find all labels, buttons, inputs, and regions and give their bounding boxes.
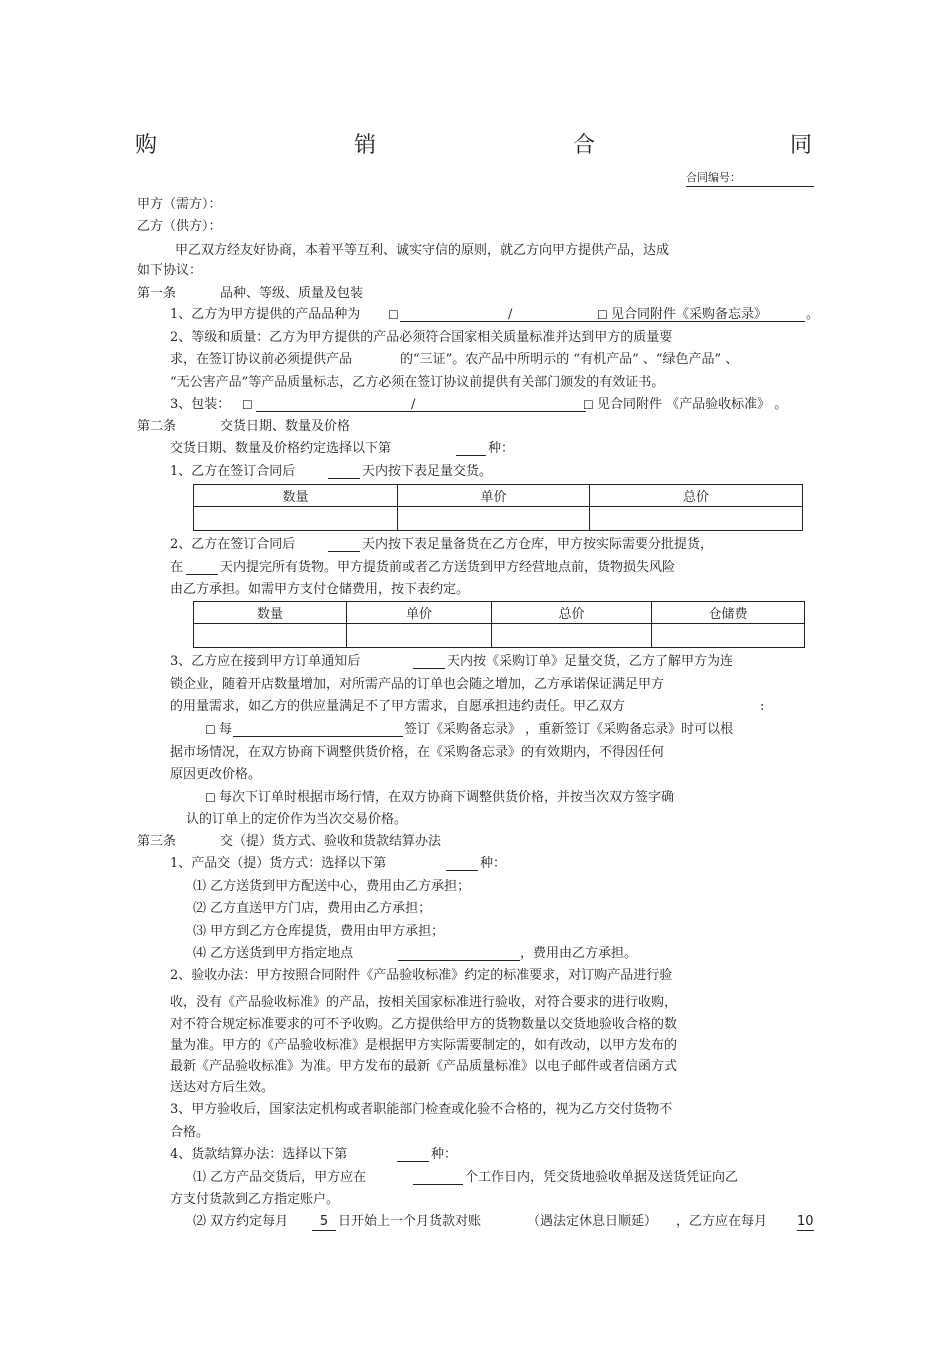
contract-number-line — [686, 186, 814, 187]
party-a-label: 甲方（需方）： — [137, 197, 222, 212]
checkbox-icon[interactable]: ☐ — [242, 398, 253, 412]
art2-opt3-line5: 据市场情况，在双方协商下调整供货价格，在《采购备忘录》的有效期内，不得因任何 — [170, 745, 665, 760]
table-header-row — [194, 485, 803, 507]
delivery-option: ⑴ 乙方送货到甲方配送中心，费用由乙方承担； — [193, 879, 471, 894]
table-header-cell: 总价 — [590, 485, 803, 507]
article-2-number: 第二条 — [137, 419, 177, 434]
table-header-cell: 单价 — [398, 485, 590, 507]
art3-check-line2: 合格。 — [170, 1125, 210, 1140]
workdays-blank[interactable] — [413, 1184, 463, 1185]
payment-option-1c: 方支付货款到乙方指定账户。 — [170, 1192, 340, 1207]
payment-option-2c: （遇法定休息日顺延） — [527, 1214, 658, 1229]
art1-item3-text: 3、包装： — [170, 397, 231, 412]
article-2-title: 交货日期、数量及价格 — [220, 419, 351, 434]
delivery-option-4b: ，费用由乙方承担。 — [520, 946, 638, 961]
colon: : — [760, 699, 765, 714]
art3-inspect-line6: 送达对方后生效。 — [170, 1080, 275, 1095]
days-blank[interactable] — [413, 668, 445, 669]
art2-opt1-text: 1、乙方在签订合同后 — [170, 464, 296, 479]
art2-choose-suffix: 种： — [488, 441, 515, 456]
table-header-cell: 数量 — [194, 485, 398, 507]
option-blank[interactable] — [456, 455, 486, 456]
art3-check-line1: 3、甲方验收后，国家法定机构或者职能部门检查或化验不合格的，视为乙方交付货物不 — [170, 1102, 673, 1117]
table-row — [194, 624, 805, 648]
table-header-cell: 总价 — [492, 602, 652, 624]
art2-opt2-line1a: 2、乙方在签订合同后 — [170, 537, 296, 552]
art3-inspect-line5: 最新《产品验收标准》为准。甲方发布的最新《产品质量标准》以电子邮件或者信函方式 — [170, 1059, 678, 1074]
intro-line-2: 如下协议： — [137, 263, 203, 278]
art3-delivery-choose: 1、产品交（提）货方式：选择以下第 — [170, 856, 387, 871]
art3-inspect-line4: 量为准。甲方的《产品验收标准》是根据甲方实际需要制定的，如有改动，以甲方发布的 — [170, 1038, 678, 1053]
slash: / — [411, 397, 416, 412]
article-3-title: 交（提）货方式、验收和货款结算办法 — [220, 834, 442, 849]
art1-item1-annex: 见合同附件《采购备忘录》 — [611, 307, 768, 322]
location-blank[interactable] — [398, 960, 520, 961]
art2-opt3-line2: 锁企业，随着开店数量增加，对所需产品的订单也会随之增加，乙方承诺保证满足甲方 — [170, 677, 665, 692]
table-cell[interactable] — [652, 624, 805, 648]
slash: / — [508, 307, 513, 322]
payment-option-1b: 个工作日内，凭交货地验收单据及送货凭证向乙 — [465, 1170, 739, 1185]
art3-inspect-line3: 对不符合规定标准要求的可不予收购。乙方提供给甲方的货物数量以交货地验收合格的数 — [170, 1017, 678, 1032]
art2-opt3-line8: 认的订单上的定价作为当次交易价格。 — [186, 812, 408, 827]
art2-opt2-line3: 由乙方承担。如需甲方支付仓储费用，按下表约定。 — [170, 582, 470, 597]
art2-opt3-line1b: 天内按《采购订单》足量交货，乙方了解甲方为连 — [447, 654, 734, 669]
table-header-row — [194, 602, 805, 624]
art2-opt3-line1a: 3、乙方应在接到甲方订单通知后 — [170, 654, 361, 669]
art1-item1-text: 1、乙方为甲方提供的产品品种为 — [170, 307, 361, 322]
art3-payment-suffix: 种： — [431, 1147, 458, 1162]
option-blank[interactable] — [397, 1161, 429, 1162]
table-cell[interactable] — [398, 507, 590, 531]
checkbox-icon[interactable]: ☐ — [205, 723, 216, 737]
checkbox-icon[interactable]: ☐ — [597, 308, 608, 322]
art1-item2-line2a: 求，在签订协议前必须提供产品 — [170, 352, 353, 367]
art1-item2-line3: “无公害产品”等产品质量标志，乙方必须在签订协议前提供有关部门颁发的有效证书。 — [170, 375, 665, 390]
payment-option-1a: ⑴ 乙方产品交货后，甲方应在 — [193, 1170, 367, 1185]
delivery-option-4a: ⑷ 乙方送货到甲方指定地点 — [193, 946, 354, 961]
art2-opt3-line3a: 的用量需求，如乙方的供应量满足不了甲方需求，自愿承担违约责任。甲乙双方 — [170, 699, 626, 714]
days-blank[interactable] — [186, 574, 218, 575]
art1-item2-line1: 2、等级和质量：乙方为甲方提供的产品必须符合国家相关质量标准并达到甲方的质量要 — [170, 330, 673, 345]
delivery-table-1 — [193, 484, 803, 531]
delivery-option: ⑵ 乙方直送甲方门店，费用由乙方承担； — [193, 901, 432, 916]
payment-option-2b: 日开始上一个月货款对账 — [338, 1214, 482, 1229]
party-b-label: 乙方（供方）： — [137, 219, 222, 234]
intro-line-1: 甲乙双方经友好协商，本着平等互利、诚实守信的原则，就乙方向甲方提供产品，达成 — [175, 243, 670, 258]
table-cell[interactable] — [194, 507, 398, 531]
art2-opt2-line2a: 在 — [170, 560, 184, 575]
title-char: 合 — [573, 133, 596, 158]
title-char: 购 — [135, 133, 158, 158]
title-char: 销 — [354, 133, 377, 158]
art3-inspect-line1: 2、验收办法：甲方按照合同附件《产品验收标准》约定的标准要求，对订购产品进行验 — [170, 968, 673, 983]
art2-opt2-line2b: 天内提完所有货物。甲方提货前或者乙方送货到甲方经营地点前，货物损失风险 — [220, 560, 676, 575]
table-cell[interactable] — [347, 624, 492, 648]
table-cell[interactable] — [492, 624, 652, 648]
contract-number-label: 合同编号： — [686, 171, 741, 184]
period-blank[interactable] — [233, 736, 403, 737]
checkbox-icon[interactable]: ☐ — [205, 791, 216, 805]
payment-day[interactable]: 10 — [797, 1214, 814, 1229]
period: 。 — [806, 307, 820, 322]
art1-item2-line2b: 的“三证”。农产品中所明示的 “有机产品” 、“绿色产品” 、 — [400, 352, 739, 367]
art3-payment-choose: 4、货款结算办法：选择以下第 — [170, 1147, 348, 1162]
art3-delivery-suffix: 种： — [480, 856, 507, 871]
reconcile-day[interactable]: 5 — [312, 1214, 336, 1231]
delivery-option: ⑶ 甲方到乙方仓库提货，费用由甲方承担； — [193, 924, 445, 939]
table-header-cell: 单价 — [347, 602, 492, 624]
table-cell[interactable] — [590, 507, 803, 531]
art2-opt1-suffix: 天内按下表足量交货。 — [362, 464, 493, 479]
packaging-line[interactable] — [256, 411, 586, 412]
article-1-number: 第一条 — [137, 286, 177, 301]
art1-item3-annex: 见合同附件 《产品验收标准》 。 — [597, 397, 788, 412]
article-1-title: 品种、等级、质量及包装 — [220, 286, 364, 301]
article-3-number: 第三条 — [137, 834, 177, 849]
table-row — [194, 507, 803, 531]
delivery-table-2 — [193, 601, 805, 648]
table-header-cell: 仓储费 — [652, 602, 805, 624]
table-header-cell: 数量 — [194, 602, 347, 624]
days-blank[interactable] — [328, 478, 360, 479]
art2-opt2-line1b: 天内按下表足量备货在乙方仓库，甲方按实际需要分批提货， — [362, 537, 714, 552]
art3-inspect-line2: 收，没有《产品验收标准》的产品，按相关国家标准进行验收，对符合要求的进行收购， — [170, 995, 678, 1010]
payment-option-2d: ，乙方应在每月 — [676, 1214, 768, 1229]
art2-opt3-line6: 原因更改价格。 — [170, 767, 262, 782]
art2-choose-text: 交货日期、数量及价格约定选择以下第 — [170, 441, 392, 456]
art2-opt3-every: 每 — [219, 722, 233, 737]
option-blank[interactable] — [446, 870, 478, 871]
checkbox-icon[interactable]: ☐ — [583, 398, 594, 412]
title-char: 同 — [790, 133, 813, 158]
days-blank[interactable] — [328, 551, 360, 552]
art2-opt3-line4b: 签订《采购备忘录》 ，重新签订《采购备忘录》时可以根 — [404, 722, 734, 737]
checkbox-icon[interactable]: ☐ — [388, 308, 399, 322]
payment-option-2a: ⑵ 双方约定每月 — [193, 1214, 289, 1229]
art2-opt3-line7: 每次下订单时根据市场行情，在双方协商下调整供货价格，并按当次双方签字确 — [219, 790, 675, 805]
table-cell[interactable] — [194, 624, 347, 648]
